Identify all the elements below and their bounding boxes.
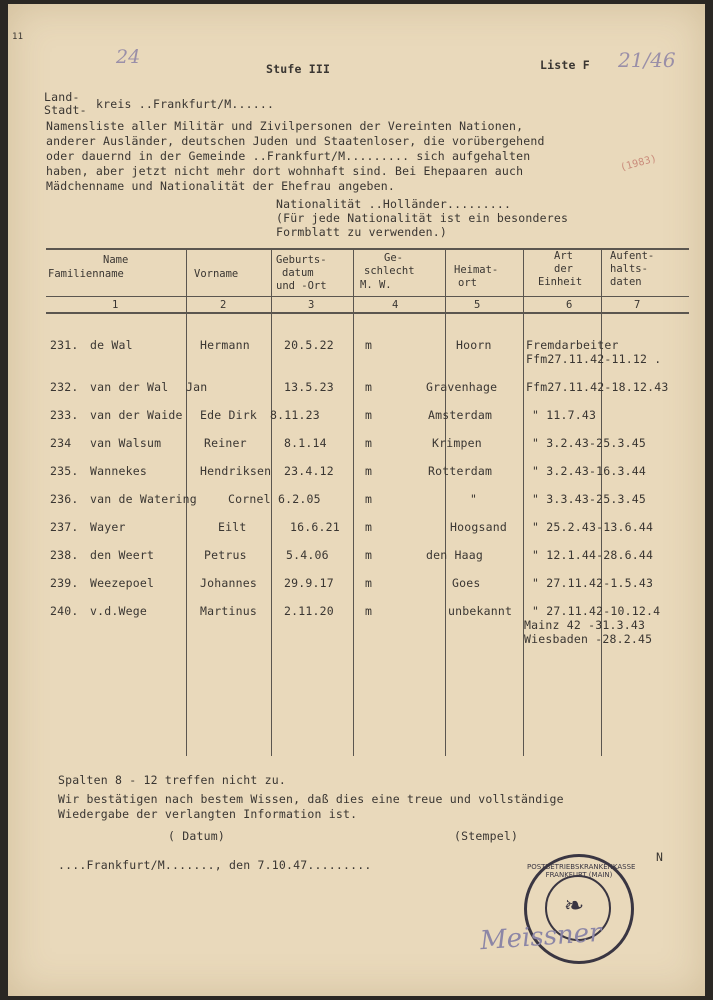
heimatort: Hoogsand bbox=[450, 520, 507, 534]
vorname: Reiner bbox=[204, 436, 247, 450]
geburtsdatum: 2.11.20 bbox=[284, 604, 334, 618]
heimatort: unbekannt bbox=[448, 604, 513, 618]
aufenthaltsdaten: Ffm27.11.42-18.12.43 bbox=[526, 380, 669, 394]
stadt-label: Stadt- bbox=[44, 103, 87, 117]
familienname: van der Wal bbox=[90, 380, 169, 394]
geburtsdatum: 5.4.06 bbox=[286, 548, 329, 562]
stempel-label: (Stempel) bbox=[454, 829, 519, 843]
col-divider-4 bbox=[445, 248, 446, 756]
land-label: Land- bbox=[44, 90, 80, 104]
nationality-note-2: Formblatt zu verwenden.) bbox=[276, 225, 447, 239]
handwritten-fraction: 21/46 bbox=[618, 48, 676, 72]
header-aufent: Aufent- bbox=[610, 250, 655, 262]
intro-line-1: Namensliste aller Militär und Zivilpersonen der Vereinten Nationen, bbox=[46, 119, 524, 133]
geburtsdatum: 8.1.14 bbox=[284, 436, 327, 450]
header-vorname: Vorname bbox=[194, 268, 239, 280]
geschlecht: m bbox=[365, 576, 373, 590]
aufenthaltsdaten: " 27.11.42-10.12.4 bbox=[532, 604, 661, 618]
geburtsdatum: 13.5.23 bbox=[284, 380, 334, 394]
row-number: 231. bbox=[50, 338, 79, 352]
geburtsdatum: 6.2.05 bbox=[278, 492, 321, 506]
familienname: van der Waide bbox=[90, 408, 183, 422]
header-mw: M. W. bbox=[360, 279, 392, 291]
col-num-7: 7 bbox=[634, 299, 641, 311]
header-der: der bbox=[554, 263, 573, 275]
vorname: Hermann bbox=[200, 338, 250, 352]
place-date-line: ....Frankfurt/M......., den 7.10.47......... bbox=[58, 858, 372, 872]
header-ort: und -Ort bbox=[276, 280, 327, 292]
header-heimat-ort: ort bbox=[458, 277, 477, 289]
aufenthaltsdaten-2: Ffm27.11.42-11.12 . bbox=[526, 352, 662, 366]
header-schlecht: schlecht bbox=[364, 265, 415, 277]
col-num-3: 3 bbox=[308, 299, 315, 311]
geschlecht: m bbox=[365, 338, 373, 352]
table-top-rule bbox=[46, 248, 689, 250]
document-sheet bbox=[8, 4, 705, 996]
geschlecht: m bbox=[365, 548, 373, 562]
geburtsdatum: 20.5.22 bbox=[284, 338, 334, 352]
stamp-text: POSTBETRIEBSKRANKENKASSE FRANKFURT (MAIN) bbox=[527, 863, 636, 879]
geschlecht: m bbox=[365, 464, 373, 478]
geburtsdatum: 23.4.12 bbox=[284, 464, 334, 478]
posthorn-icon: ❧ bbox=[565, 887, 584, 922]
col-divider-5 bbox=[523, 248, 524, 756]
aufenthaltsdaten: " 3.2.43-16.3.44 bbox=[532, 464, 646, 478]
red-pencil-mark: (1983) bbox=[619, 153, 659, 174]
heimatort: Krimpen bbox=[432, 436, 482, 450]
header-art: Art bbox=[554, 250, 573, 262]
header-ge: Ge- bbox=[384, 252, 403, 264]
corner-mark: 11 bbox=[12, 32, 24, 42]
col-num-5: 5 bbox=[474, 299, 481, 311]
spalten-note: Spalten 8 - 12 treffen nicht zu. bbox=[58, 773, 286, 787]
table-number-rule bbox=[46, 312, 689, 314]
aufenthaltsdaten: Fremdarbeiter bbox=[526, 338, 619, 352]
aufenthaltsdaten-3: Wiesbaden -28.2.45 bbox=[524, 632, 653, 646]
heimatort: Goes bbox=[452, 576, 481, 590]
handwritten-number: 24 bbox=[116, 46, 141, 68]
familienname: den Weert bbox=[90, 548, 155, 562]
vorname: Eilt bbox=[218, 520, 247, 534]
header-daten: daten bbox=[610, 276, 642, 288]
liste-label: Liste F bbox=[540, 58, 590, 72]
familienname: van de Watering bbox=[90, 492, 197, 506]
vorname: Martinus bbox=[200, 604, 257, 618]
aufenthaltsdaten: " 27.11.42-1.5.43 bbox=[532, 576, 654, 590]
nationality-line: Nationalität ..Holländer......... bbox=[276, 197, 512, 211]
aufenthaltsdaten-2: Mainz 42 -31.3.43 bbox=[524, 618, 646, 632]
row-number: 235. bbox=[50, 464, 79, 478]
header-halts: halts- bbox=[610, 263, 648, 275]
geburtsdatum: 16.6.21 bbox=[290, 520, 340, 534]
header-datum: datum bbox=[282, 267, 314, 279]
aufenthaltsdaten: " 25.2.43-13.6.44 bbox=[532, 520, 654, 534]
col-num-4: 4 bbox=[392, 299, 399, 311]
row-number: 239. bbox=[50, 576, 79, 590]
heimatort: Amsterdam bbox=[428, 408, 493, 422]
heimatort: Hoorn bbox=[456, 338, 492, 352]
stufe-label: Stufe III bbox=[266, 62, 331, 76]
geschlecht: m bbox=[365, 408, 373, 422]
signature: Meissner bbox=[479, 917, 603, 957]
vorname: Cornel bbox=[228, 492, 271, 506]
kreis-line: kreis ..Frankfurt/M...... bbox=[96, 97, 275, 111]
header-geburts: Geburts- bbox=[276, 254, 327, 266]
header-einheit: Einheit bbox=[538, 276, 583, 288]
heimatort: " bbox=[470, 492, 478, 506]
heimatort: den Haag bbox=[426, 548, 483, 562]
header-familienname: Familienname bbox=[48, 268, 124, 280]
row-number: 234 bbox=[50, 436, 72, 450]
aufenthaltsdaten: " 11.7.43 bbox=[532, 408, 597, 422]
header-name: Name bbox=[103, 254, 129, 266]
vorname: Hendriksen bbox=[200, 464, 272, 478]
geschlecht: m bbox=[365, 604, 373, 618]
familienname: de Wal bbox=[90, 338, 133, 352]
vorname: Johannes bbox=[200, 576, 257, 590]
vorname: Ede Dirk bbox=[200, 408, 257, 422]
col-divider-3 bbox=[353, 248, 354, 756]
col-num-6: 6 bbox=[566, 299, 573, 311]
confirmation-line-2: Wiedergabe der verlangten Information ist. bbox=[58, 807, 358, 821]
row-number: 238. bbox=[50, 548, 79, 562]
header-heimat: Heimat- bbox=[454, 264, 499, 276]
intro-line-4: haben, aber jetzt nicht mehr dort wohnhaft sind. Bei Ehepaaren auch bbox=[46, 164, 524, 178]
intro-line-3: oder dauernd in der Gemeinde ..Frankfurt/M......... sich aufgehalten bbox=[46, 149, 531, 163]
familienname: Weezepoel bbox=[90, 576, 155, 590]
familienname: Wayer bbox=[90, 520, 126, 534]
geschlecht: m bbox=[365, 380, 373, 394]
col-divider-2 bbox=[271, 248, 272, 756]
geburtsdatum: 8.11.23 bbox=[270, 408, 320, 422]
geburtsdatum: 29.9.17 bbox=[284, 576, 334, 590]
row-number: 232. bbox=[50, 380, 79, 394]
datum-label: ( Datum) bbox=[168, 829, 225, 843]
aufenthaltsdaten: " 12.1.44-28.6.44 bbox=[532, 548, 654, 562]
row-number: 233. bbox=[50, 408, 79, 422]
geschlecht: m bbox=[365, 520, 373, 534]
heimatort: Gravenhage bbox=[426, 380, 498, 394]
confirmation-line-1: Wir bestätigen nach bestem Wissen, daß dies eine treue und vollständige bbox=[58, 792, 564, 806]
aufenthaltsdaten: " 3.3.43-25.3.45 bbox=[532, 492, 646, 506]
familienname: Wannekes bbox=[90, 464, 147, 478]
row-number: 240. bbox=[50, 604, 79, 618]
vorname: Petrus bbox=[204, 548, 247, 562]
row-number: 237. bbox=[50, 520, 79, 534]
vorname: Jan bbox=[186, 380, 208, 394]
intro-line-5: Mädchenname und Nationalität der Ehefrau angeben. bbox=[46, 179, 396, 193]
geschlecht: m bbox=[365, 492, 373, 506]
col-num-1: 1 bbox=[112, 299, 119, 311]
nationality-note-1: (Für jede Nationalität ist ein besonderes bbox=[276, 211, 569, 225]
intro-line-2: anderer Ausländer, deutschen Juden und Staatenloser, die vorübergehend bbox=[46, 134, 545, 148]
familienname: van Walsum bbox=[90, 436, 162, 450]
aufenthaltsdaten: " 3.2.43-25.3.45 bbox=[532, 436, 646, 450]
corner-letter: N bbox=[656, 850, 664, 864]
geschlecht: m bbox=[365, 436, 373, 450]
table-header-rule bbox=[46, 296, 689, 297]
row-number: 236. bbox=[50, 492, 79, 506]
col-num-2: 2 bbox=[220, 299, 227, 311]
familienname: v.d.Wege bbox=[90, 604, 147, 618]
heimatort: Rotterdam bbox=[428, 464, 493, 478]
